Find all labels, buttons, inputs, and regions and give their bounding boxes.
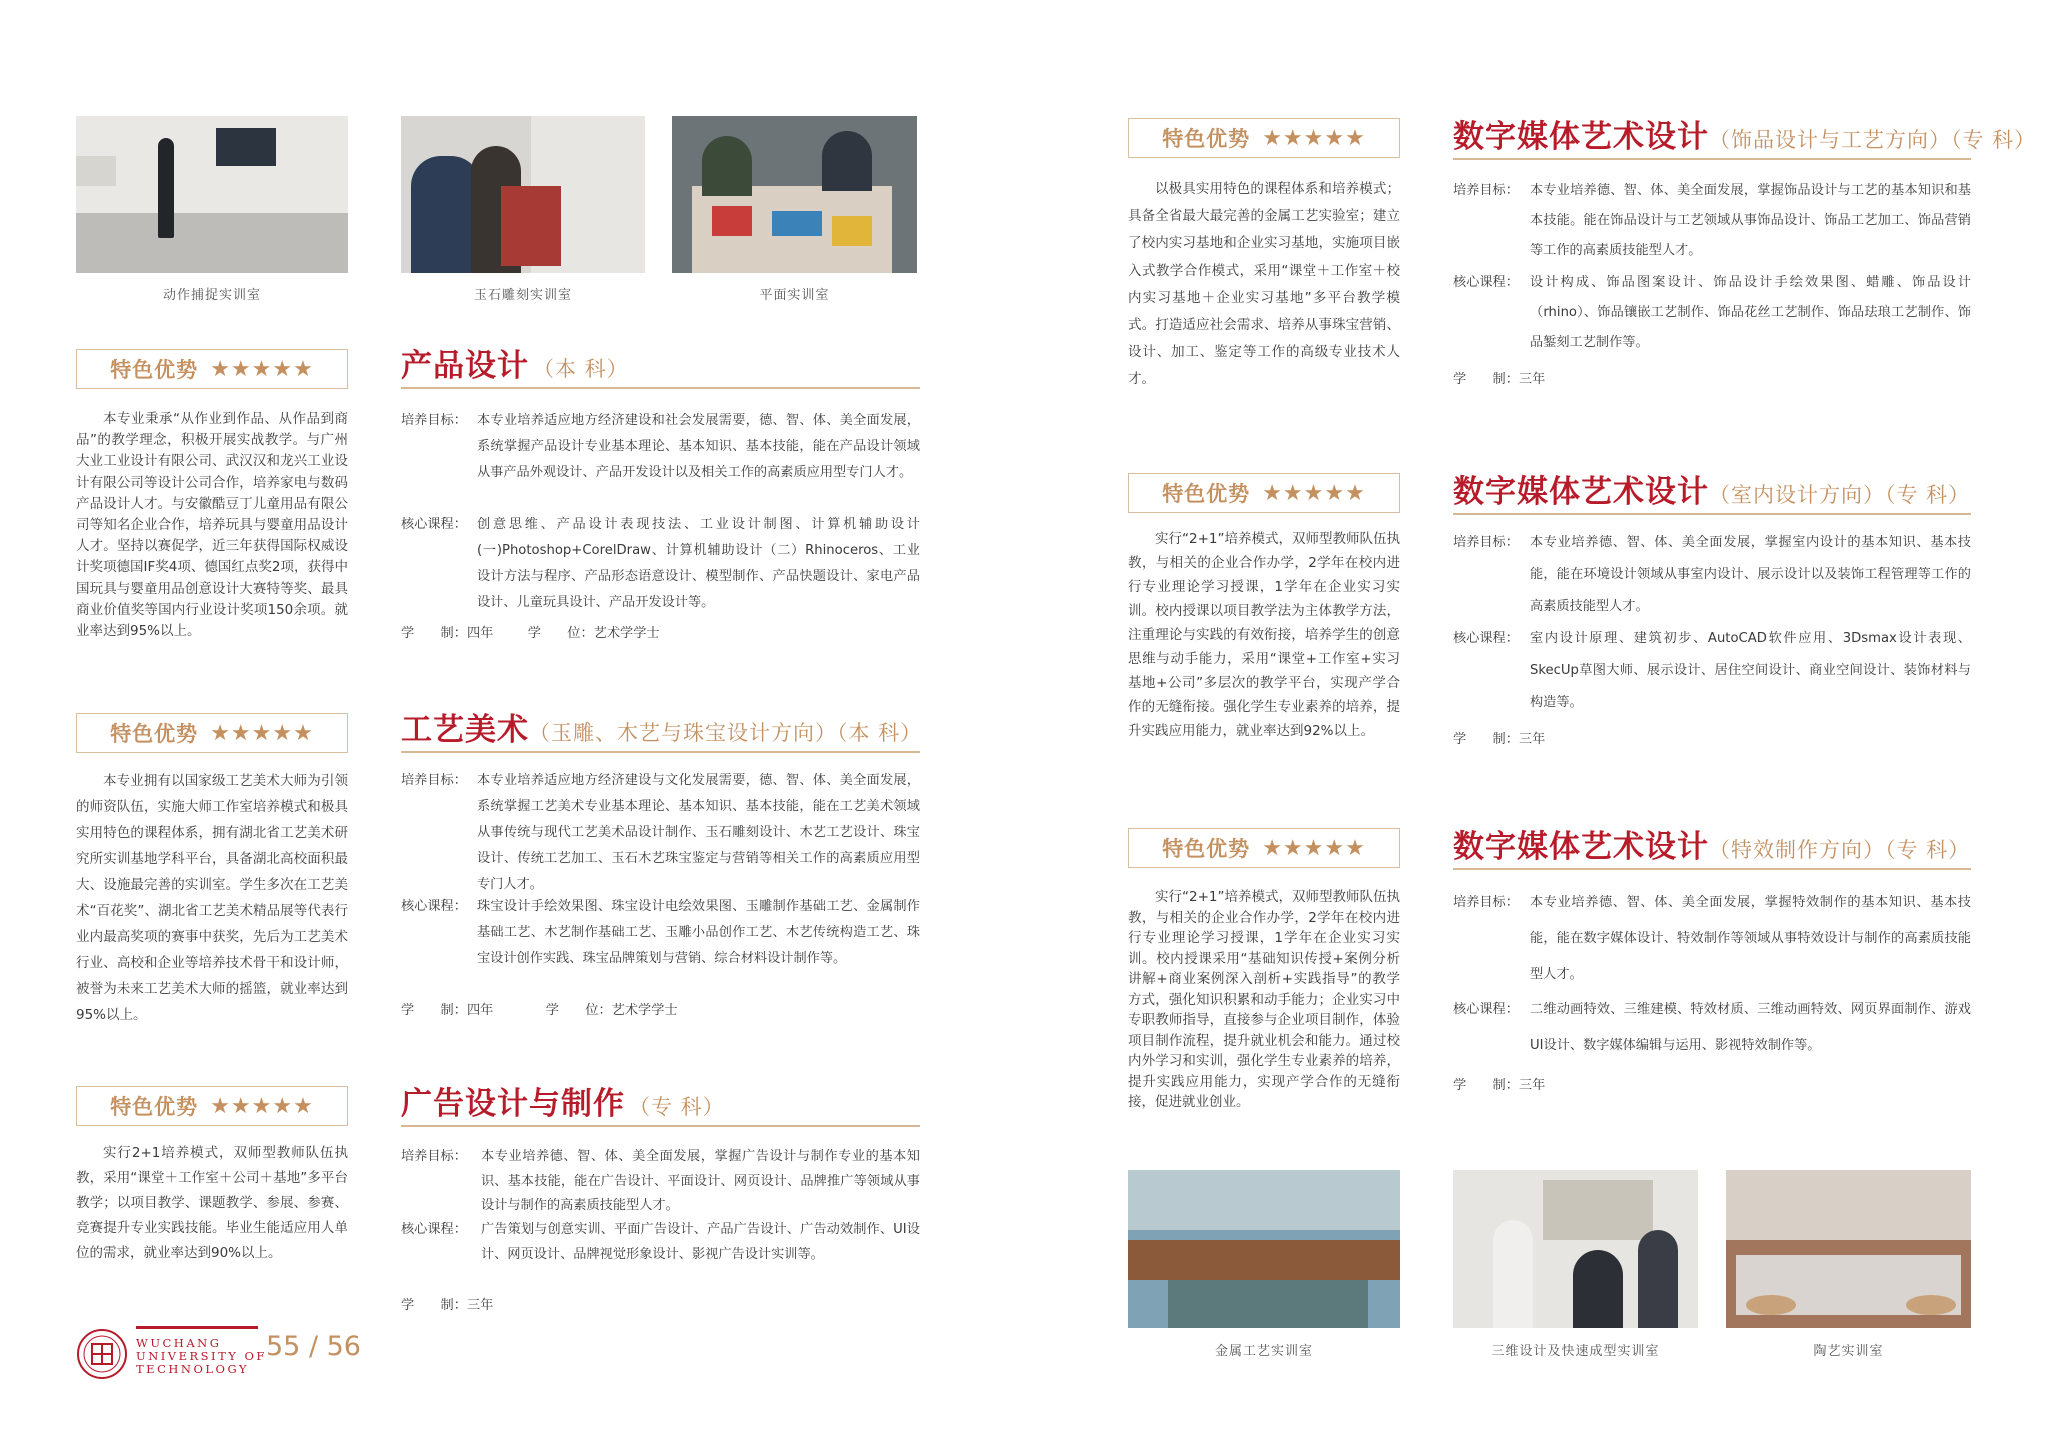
program-heading-ad [401,1078,725,1123]
field-label: 培养目标： [401,773,467,788]
field-label: 培养目标： [1453,535,1519,550]
advantage-text-interior: 实行“2+1”培养模式，双师型教师队伍执教，与相关的企业合作办学，2学年在校内进行专业理论学习授课，1学年在企业实习实训。校内授课以项目教学法为主体教学方法，注重理论与实践的有效衔接，培养学生的创意思维与动手能力，采用“课堂+工作室+实习基地+公司”多层次的教学平台，实现产学合作的无缝衔接。强化学生专业素养的培养，提升实践应用能力，就业率达到92%以上。 [1128,531,1400,739]
field-label: 培养目标： [1453,183,1519,198]
degree-value: 艺术学学士 [593,626,660,641]
feature-badge-label: 特色优势 [1162,837,1251,861]
program-heading-product [401,340,629,385]
heading-divider [1453,158,1971,160]
duration-value: 三年 [1518,732,1546,747]
feature-badge-label: 特色优势 [110,1095,199,1119]
duration-label: 学 制： [1453,372,1519,387]
program-subtitle: （特效制作方向）（专 科） [1709,838,1971,862]
duration-label: 学 制： [1453,1078,1519,1093]
feature-badge [76,1086,348,1126]
field-value: 本专业培养适应地方经济建设与文化发展需要，德、智、体、美全面发展，系统掌握工艺美术专业基本理论、基本知识、基本技能，能在工艺美术领域从事传统与现代工艺美术品设计制作、玉石雕刻设计、木艺工艺设计、珠宝设计、传统工艺加工、玉石木艺珠宝鉴定与营销等相关工作的高素质应用型专门人才。 [477,773,920,892]
feature-badge [1128,828,1400,868]
program-title: 数字媒体艺术设计 [1453,119,1709,155]
duration-value: 四年 [466,626,494,641]
photo-caption: 金属工艺实训室 [1214,1344,1313,1359]
feature-badge [1128,473,1400,513]
photo-3d-design-lab [1453,1170,1698,1328]
star-rating-icon: ★★★★★ [1262,125,1366,151]
photo-metalwork-lab [1128,1170,1400,1328]
program-heading-effects [1453,821,1970,866]
duration-value: 四年 [466,1003,494,1018]
duration-label: 学 制： [401,626,467,641]
star-rating-icon: ★★★★★ [210,1093,314,1119]
page-number: 55 / 56 [266,1331,361,1362]
program-title: 数字媒体艺术设计 [1453,829,1709,865]
field-value: 本专业培养德、智、体、美全面发展，掌握广告设计与制作专业的基本知识、基本技能，能在广告设计、平面设计、网页设计、品牌推广等领域从事设计与制作的高素质技能型人才。 [481,1149,920,1213]
duration-label: 学 制： [401,1298,467,1313]
field-value: 二维动画特效、三维建模、特效材质、三维动画特效、网页界面制作、游戏UI设计、数字媒体编辑与运用、影视特效制作等。 [1530,1002,1971,1053]
feature-badge-label: 特色优势 [110,358,199,382]
program-subtitle: （玉雕、木艺与珠宝设计方向）（本 科） [529,721,923,745]
program-subtitle: （专 科） [629,1095,725,1119]
program-core-courses [401,512,920,616]
field-value: 室内设计原理、建筑初步、AutoCAD软件应用、3Dsmax设计表现、SkecUp草图大师、展示设计、居住空间设计、商业空间设计、装饰材料与构造等。 [1530,631,1971,710]
field-label: 核心课程： [1453,1002,1519,1017]
university-seal-logo [76,1328,128,1380]
feature-badge [76,713,348,753]
heading-divider [1453,868,1971,870]
field-value: 本专业培养德、智、体、美全面发展，掌握室内设计的基本知识、基本技能，能在环境设计领域从事室内设计、展示设计以及装饰工程管理等工作的高素质技能型人才。 [1530,535,1971,614]
advantage-text-product: 本专业秉承“从作业到作品、从作品到商品”的教学理念，积极开展实战教学。与广州大业工业设计有限公司、武汉汉和龙兴工业设计有限公司等设计公司合作，培养家电与数码产品设计人才。与安徽酷豆丁儿童用品有限公司等知名企业合作，培养玩具与婴童用品设计人才。坚持以赛促学，近三年获得国际权威设计奖项德国IF奖4项、德国红点奖2项，获得中国玩具与婴童用品创意设计大赛特等奖、最具商业价值奖等国内行业设计奖项150余项。就业率达到95%以上。 [76,411,348,640]
heading-divider [401,751,920,753]
star-rating-icon: ★★★★★ [1262,480,1366,506]
field-label: 核心课程： [1453,631,1519,646]
field-label: 核心课程： [401,899,467,914]
program-subtitle: （室内设计方向）（专 科） [1709,483,1971,507]
program-duration [1453,728,1545,747]
university-name-line: TECHNOLOGY [136,1362,250,1376]
program-duration [1453,1074,1545,1093]
heading-divider [401,387,920,389]
program-heading-jewelry [1453,111,2036,156]
program-duration-degree [401,622,660,641]
field-value: 本专业培养适应地方经济建设和社会发展需要，德、智、体、美全面发展，系统掌握产品设计专业基本理论、基本知识、基本技能，能在产品设计领域从事产品外观设计、产品开发设计以及相关工作的高素质应用型专门人才。 [477,413,920,480]
feature-badge [1128,118,1400,158]
program-title: 产品设计 [401,348,529,384]
heading-divider [401,1125,920,1127]
photo-caption: 平面实训室 [759,288,830,303]
photo-graphic-design-lab [672,116,917,273]
program-core-courses [401,1218,920,1290]
duration-label: 学 制： [401,1003,467,1018]
feature-badge-label: 特色优势 [110,722,199,746]
star-rating-icon: ★★★★★ [210,356,314,382]
program-core-courses [401,894,920,998]
photo-jade-carving-lab [401,116,645,273]
university-name-line: WUCHANG [136,1336,222,1350]
advantage-text-effects: 实行“2+1”培养模式，双师型教师队伍执教，与相关的企业合作办学，2学年在校内进行专业理论学习授课，1学年在企业实习实训。校内授课采用“基础知识传授+案例分析讲解+商业案例深入剖析+实践指导”的教学方式，强化知识积累和动手能力；企业实习中专职教师指导，直接参与企业项目制作，体验项目制作流程，提升就业机会和能力。通过校内外学习和实训，强化学生专业素养的培养，提升实践应用能力，实现产学合作的无缝衔接，促进就业创业。 [1128,889,1400,1110]
program-subtitle: （本 科） [533,357,629,381]
field-label: 核心课程： [1453,275,1519,290]
program-goal [401,1145,920,1217]
heading-divider [1453,513,1971,515]
field-label: 核心课程： [401,1222,467,1237]
field-label: 培养目标： [401,413,467,428]
duration-value: 三年 [1518,1078,1546,1093]
program-goal [401,408,920,512]
program-heading-craft [401,704,922,749]
photo-caption: 玉石雕刻实训室 [473,288,572,303]
field-label: 培养目标： [401,1149,467,1164]
degree-value: 艺术学学士 [611,1003,678,1018]
degree-label: 学 位： [545,1003,612,1018]
star-rating-icon: ★★★★★ [1262,835,1366,861]
footer-accent-line [136,1326,258,1329]
photo-caption: 动作捕捉实训室 [162,288,261,303]
program-goal [1453,176,1971,266]
field-value: 设计构成、饰品图案设计、饰品设计手绘效果图、蜡雕、饰品设计（rhino）、饰品镶嵌工艺制作、饰品花丝工艺制作、饰品珐琅工艺制作、饰品錾刻工艺制作等。 [1530,275,1971,350]
program-core-courses [1453,992,1971,1064]
duration-value: 三年 [1518,372,1546,387]
program-duration [1453,368,1545,387]
photo-caption: 陶艺实训室 [1813,1344,1884,1359]
photo-caption: 三维设计及快速成型实训室 [1491,1344,1660,1359]
field-label: 培养目标： [1453,895,1519,910]
field-label: 核心课程： [401,517,467,532]
program-goal [401,768,920,898]
feature-badge [76,349,348,389]
field-value: 本专业培养德、智、体、美全面发展，掌握饰品设计与工艺的基本知识和基本技能。能在饰品设计与工艺领域从事饰品设计、饰品工艺加工、饰品营销等工作的高素质技能型人才。 [1530,183,1971,258]
duration-label: 学 制： [1453,732,1519,747]
university-name [136,1337,267,1376]
feature-badge-label: 特色优势 [1162,127,1251,151]
advantage-text-ad: 实行2+1培养模式，双师型教师队伍执教，采用“课堂＋工作室＋公司＋基地”多平台教学；以项目教学、课题教学、参展、参赛、竞赛提升专业实践技能。毕业生能适应用人单位的需求，就业率达到90%以上。 [76,1145,348,1261]
program-heading-interior [1453,466,1970,511]
program-duration [401,1294,493,1313]
star-rating-icon: ★★★★★ [210,720,314,746]
advantage-text-jewelry: 以极具实用特色的课程体系和培养模式；具备全省最大最完善的金属工艺实验室；建立了校内实习基地和企业实习基地，实施项目嵌入式教学合作模式，采用“课堂＋工作室＋校内实习基地＋企业实习基地”多平台教学模式。打造适应社会需求、培养从事珠宝营销、设计、加工、鉴定等工作的高级专业技术人才。 [1128,181,1400,388]
advantage-text-craft: 本专业拥有以国家级工艺美术大师为引领的师资队伍，实施大师工作室培养模式和极具实用特色的课程体系，拥有湖北省工艺美术研究所实训基地学科平台，具备湖北高校面积最大、设施最完善的实训室。学生多次在工艺美术“百花奖”、湖北省工艺美术精品展等代表行业内最高奖项的赛事中获奖，先后为工艺美术行业、高校和企业等培养技术骨干和设计师，被誉为未来工艺美术大师的摇篮，就业率达到95%以上。 [76,773,348,1023]
program-title: 工艺美术 [401,712,529,748]
photo-ceramics-lab [1726,1170,1971,1328]
degree-label: 学 位： [527,626,594,641]
photo-motion-capture-lab [76,116,348,273]
program-core-courses [1453,623,1971,719]
field-value: 珠宝设计手绘效果图、珠宝设计电绘效果图、玉雕制作基础工艺、金属制作基础工艺、木艺制作基础工艺、玉雕小品创作工艺、木艺传统构造工艺、珠宝设计创作实践、珠宝品牌策划与营销、综合材料设计制作等。 [477,899,920,966]
program-goal [1453,527,1971,623]
field-value: 本专业培养德、智、体、美全面发展，掌握特效制作的基本知识、基本技能，能在数字媒体设计、特效制作等领域从事特效设计与制作的高素质技能型人才。 [1530,895,1971,982]
program-core-courses [1453,268,1971,358]
program-title: 数字媒体艺术设计 [1453,474,1709,510]
university-name-line: UNIVERSITY OF [136,1349,267,1363]
field-value: 创意思维、产品设计表现技法、工业设计制图、计算机辅助设计(一)Photoshop+CorelDraw、计算机辅助设计（二）Rhinoceros、工业设计方法与程序、产品形态语意设计、模型制作、产品快题设计、家电产品设计、儿童玩具设计、产品开发设计等。 [477,517,920,610]
feature-badge-label: 特色优势 [1162,482,1251,506]
program-subtitle: （饰品设计与工艺方向）（专 科） [1709,128,2037,152]
program-goal [1453,885,1971,993]
duration-value: 三年 [466,1298,494,1313]
program-title: 广告设计与制作 [401,1086,625,1122]
program-duration-degree [401,999,678,1018]
field-value: 广告策划与创意实训、平面广告设计、产品广告设计、广告动效制作、UI设计、网页设计、品牌视觉形象设计、影视广告设计实训等。 [481,1222,920,1262]
